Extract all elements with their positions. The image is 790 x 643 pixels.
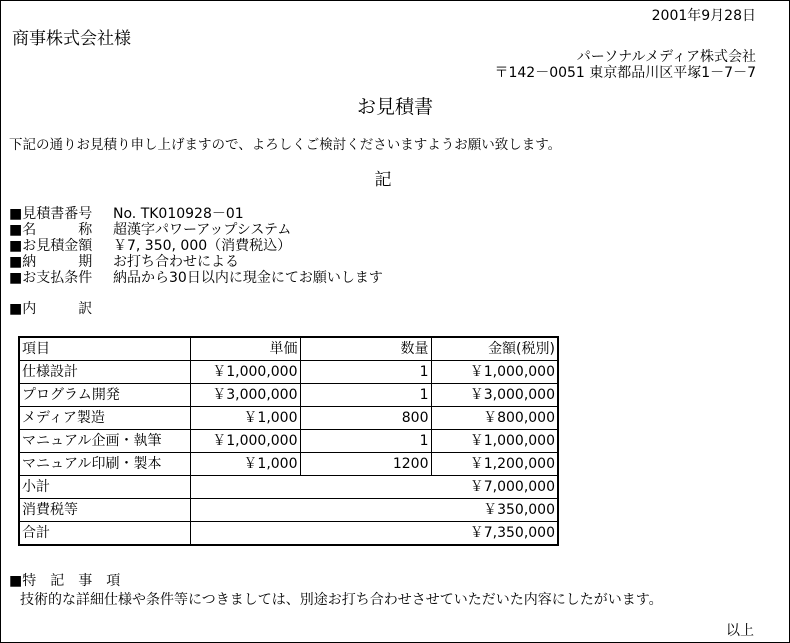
info-value: 納品から30日以内に現金にてお願いします [113,270,383,286]
info-value: No. TK010928－01 [113,206,244,222]
header-item: 項目 [19,337,190,361]
recipient-name: 商事株式会社様 [12,29,131,49]
cell-quantity: 1200 [300,453,431,476]
notes-text: 技術的な詳細仕様や条件等につきましては、別途お打ち合わせさせていただいた内容にしたがいます。 [20,592,663,608]
subtotal-value: ￥7,000,000 [190,476,558,499]
info-label: ■見積書番号 [9,206,93,222]
intro-text: 下記の通りお見積り申し上げますので、よろしくご検討くださいますようお願い致します。 [9,137,562,153]
info-label: ■お見積金額 [9,238,93,254]
tax-label: 消費税等 [19,499,190,522]
subtotal-row [19,476,558,499]
issue-date: 2001年9月28日 [651,8,756,24]
ki-heading: 記 [374,170,392,190]
info-delivery [9,255,239,269]
breakdown-heading: ■内 訳 [9,301,93,317]
header-amount: 金額(税別) [431,337,558,361]
info-label: ■納 期 [9,254,93,270]
cell-quantity: 1 [300,384,431,407]
cell-unit-price: ￥1,000 [190,453,300,476]
cell-item: マニュアル印刷・製本 [19,453,190,476]
closing-text: 以上 [726,623,754,639]
subtotal-label: 小計 [19,476,190,499]
cell-amount: ￥1,000,000 [431,430,558,453]
table-row [19,361,558,384]
header-unit-price: 単価 [190,337,300,361]
total-label: 合計 [19,522,190,546]
cell-item: 仕様設計 [19,361,190,384]
issuer-company: パーソナルメディア株式会社 [576,49,756,65]
cell-amount: ￥3,000,000 [431,384,558,407]
tax-value: ￥350,000 [190,499,558,522]
info-value: ￥7, 350, 000（消費税込） [113,238,292,254]
cell-item: メディア製造 [19,407,190,430]
info-payment-terms [9,271,383,285]
table-row [19,430,558,453]
notes-heading: ■特 記 事 項 [9,573,121,589]
info-value: 超漢字パワーアップシステム [113,222,292,238]
cell-quantity: 1 [300,361,431,384]
table-row [19,453,558,476]
cell-item: プログラム開発 [19,384,190,407]
cell-unit-price: ￥1,000,000 [190,361,300,384]
table-row [19,384,558,407]
info-estimate-amount [9,239,291,253]
cell-unit-price: ￥3,000,000 [190,384,300,407]
info-label: ■名 称 [9,222,93,238]
header-quantity: 数量 [300,337,431,361]
table-header-row [19,337,558,361]
total-row [19,522,558,546]
cell-quantity: 800 [300,407,431,430]
cell-amount: ￥1,000,000 [431,361,558,384]
estimate-table [18,336,559,546]
document-title: お見積書 [356,96,433,118]
cell-amount: ￥1,200,000 [431,453,558,476]
info-product-name [9,223,291,237]
info-label: ■お支払条件 [9,270,93,286]
info-value: お打ち合わせによる [113,254,239,270]
cell-amount: ￥800,000 [431,407,558,430]
info-estimate-number [9,207,244,221]
cell-unit-price: ￥1,000 [190,407,300,430]
cell-item: マニュアル企画・執筆 [19,430,190,453]
cell-quantity: 1 [300,430,431,453]
total-value: ￥7,350,000 [190,522,558,546]
cell-unit-price: ￥1,000,000 [190,430,300,453]
table-row [19,407,558,430]
issuer-address: 〒142－0051 東京都品川区平塚1－7－7 [494,65,756,81]
tax-row [19,499,558,522]
